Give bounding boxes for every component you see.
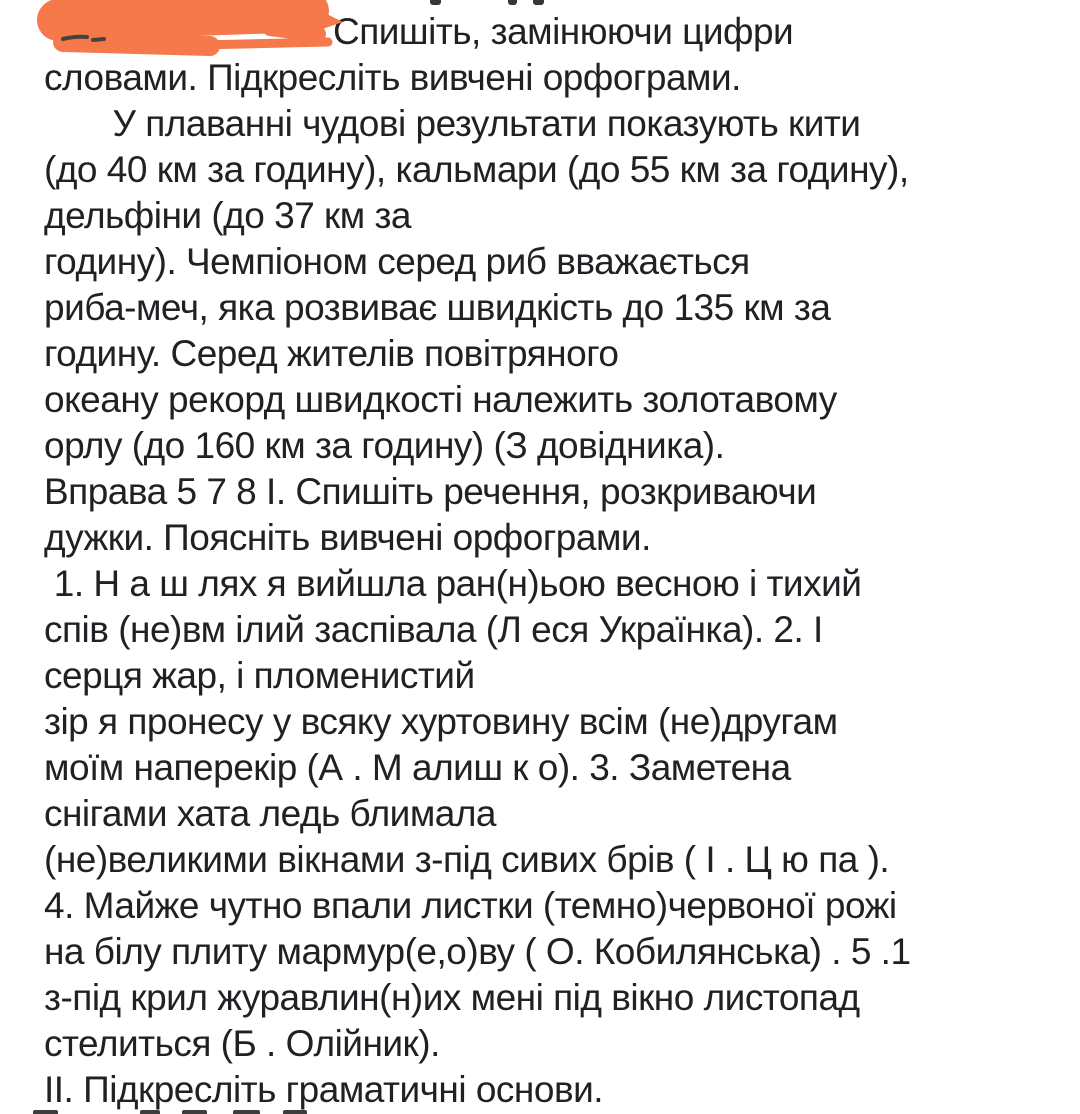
cut-off-glyph-fragment [140, 1110, 160, 1114]
text-line: зір я пронесу у всяку хуртовину всім (не)другам [44, 701, 838, 742]
text-line: (не)великими вікнами з-під сивих брів ( І . Ц ю па ). [44, 839, 890, 880]
cut-off-glyph-fragment [33, 1110, 58, 1114]
scribble-stroke-tail [200, 42, 328, 45]
text-line: з-під крил журавлин(н)их мені під вікно листопад [44, 977, 860, 1018]
exercise-text [44, 0, 1064, 1113]
text-line: дужки. Поясніть вивчені орфограми. [44, 517, 651, 558]
orange-marker-scribble [30, 0, 350, 60]
text-line: 1. Н а ш лях я вийшла ран(н)ьою весною і тихий [44, 563, 862, 604]
text-line: океану рекорд швидкості належить золотавому [44, 379, 837, 420]
text-line: орлу (до 160 км за годину) (З довідника). [44, 425, 725, 466]
text-line: У плаванні чудові результати показують кити [44, 103, 861, 144]
text-line: годину). Чемпіоном серед риб вважається [44, 241, 750, 282]
text-line: стелиться (Б . Олійник). [44, 1023, 440, 1064]
text-line: спів (не)вм ілий заспівала (Л еся Українка). 2. І [44, 609, 823, 650]
scribble-stroke-main [58, 11, 308, 20]
cut-off-glyph-fragment [233, 1110, 260, 1114]
text-line: на білу плиту мармур(е,о)ву ( О. Кобилянська) . 5 .1 [44, 931, 911, 972]
cut-off-glyph-fragment [182, 1110, 207, 1114]
text-line: 4. Майже чутно впали листки (темно)червоної рожі [44, 885, 897, 926]
text-line: Вправа 5 7 8 І. Спишіть речення, розкриваючи [44, 471, 817, 512]
text-line: моїм наперекір (А . М алиш к о). 3. Заметена [44, 747, 791, 788]
scribble-stroke-lower [63, 42, 210, 46]
text-line: Спишіть, замінюючи цифри [333, 11, 794, 52]
text-line: (до 40 км за годину), кальмари (до 55 км за годину), [44, 149, 909, 190]
text-line: риба-меч, яка розвиває швидкість до 135 км за [44, 287, 831, 328]
cut-off-glyph-fragment [283, 1110, 307, 1114]
text-line: словами. Підкресліть вивчені орфограми. [44, 57, 741, 98]
text-line: дельфіни (до 37 км за [44, 195, 411, 236]
text-line: годину. Серед жителів повітряного [44, 333, 619, 374]
text-line: серця жар, і пломенистий [44, 655, 475, 696]
text-line: снігами хата ледь блимала [44, 793, 497, 834]
text-line: ІІ. Підкресліть граматичні основи. [44, 1069, 604, 1110]
